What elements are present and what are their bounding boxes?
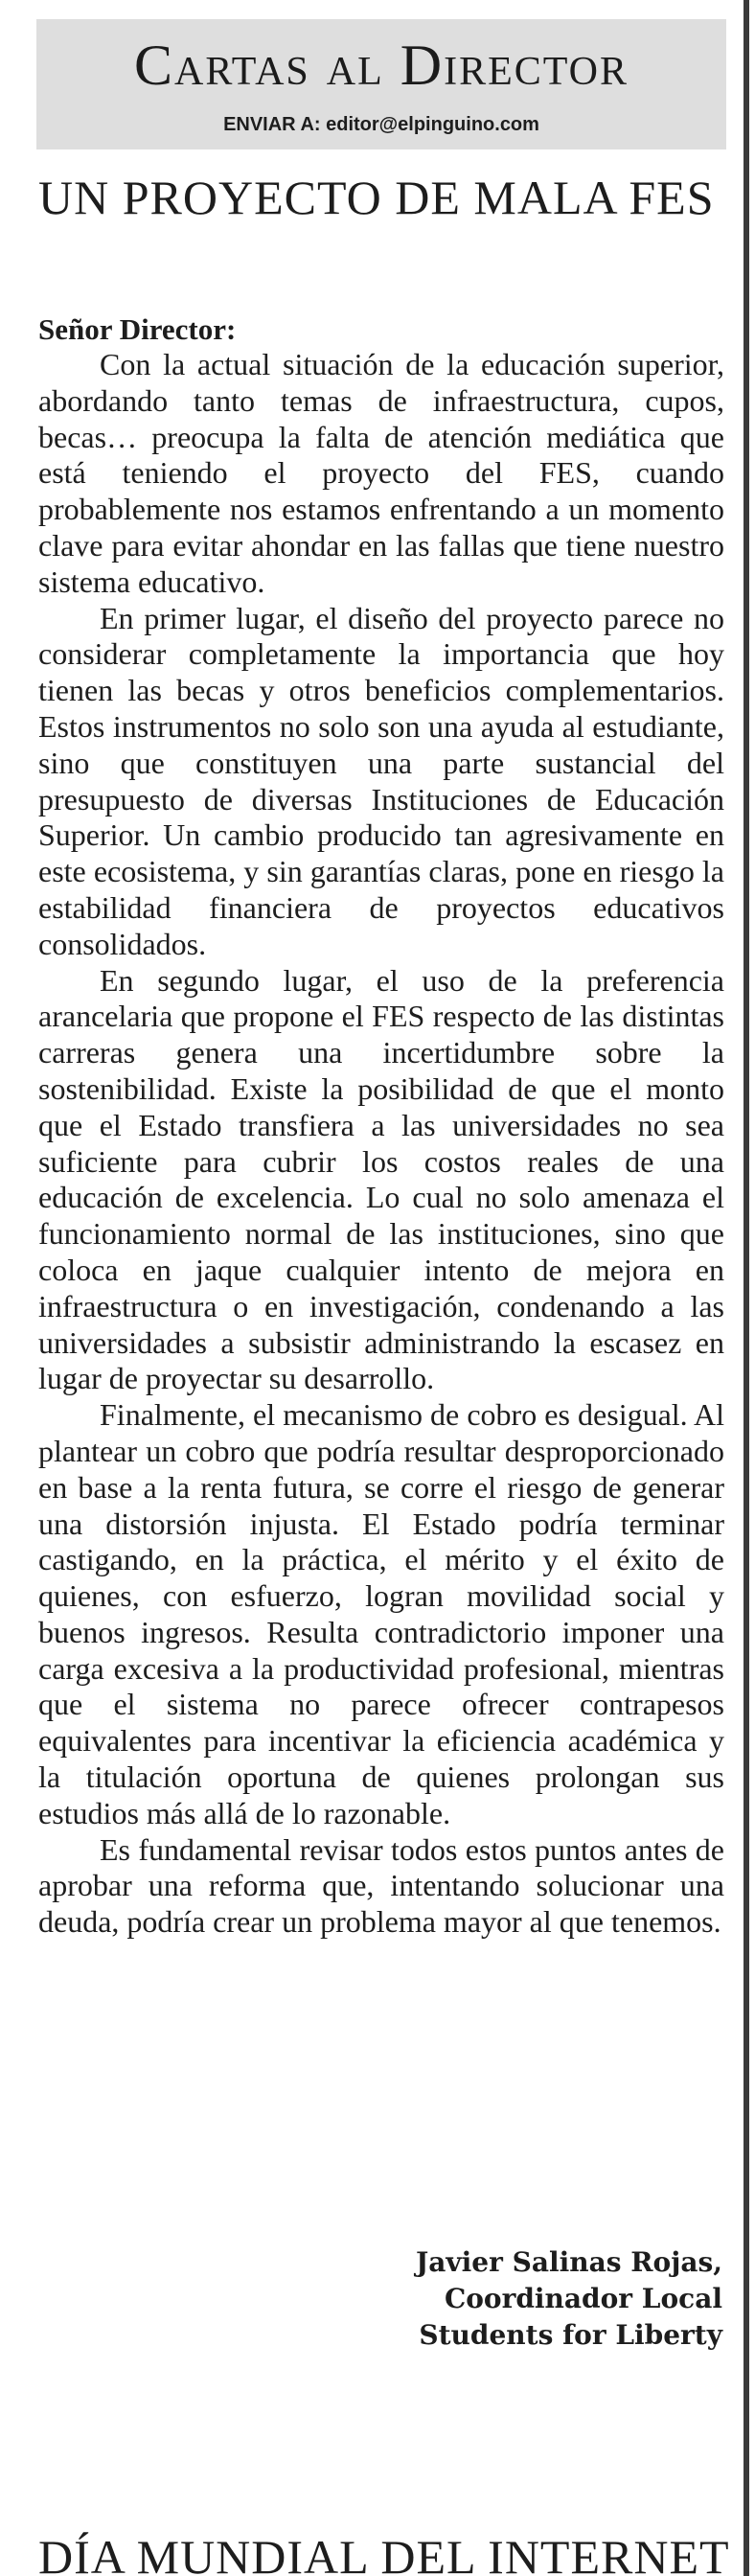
- letter-paragraph-5: Es fundamental revisar todos estos puntos antes de aprobar una reforma que, intentando solucionar una deuda, podría crear un problema mayor al que tenemos.: [38, 1831, 724, 1940]
- letter-body: [38, 347, 724, 1941]
- signature-organization: Students for Liberty: [419, 2319, 722, 2351]
- letter-paragraph-2: En primer lugar, el diseño del proyecto parece no considerar completamente la importancia que hoy tienen las becas y otros beneficios complementarios. Estos instrumentos no solo son una ayuda al estudiante, sino que constituyen una parte sustancial del presupuesto de diversas Instituciones de Educación Superior. Un cambio producido tan agresivamente en este ecosistema, y sin garantías claras, pone en riesgo la estabilidad financiera de proyectos educativos consolidados.: [38, 600, 724, 961]
- submission-email: ENVIAR A: editor@elpinguino.com: [223, 114, 539, 135]
- section-title: Cartas al Director: [133, 34, 629, 97]
- letter-paragraph-4: Finalmente, el mecanismo de cobro es desigual. Al plantear un cobro que podría resultar desproporcionado en base a la renta futura, se corre el riesgo de generar una distorsión injusta. El Estado podría terminar castigando, en la práctica, el mérito y el éxito de quienes, con esfuerzo, logran movilidad social y buenos ingresos. Resulta contradictorio imponer una carga excesiva a la productividad profesional, mientras que el sistema no parece ofrecer contrapesos equivalentes para incentivar la eficiencia académica y la titulación oportuna de quienes prolongan sus estudios más allá de lo razonable.: [38, 1397, 724, 1830]
- letter-salutation: Señor Director:: [38, 312, 237, 346]
- letter-paragraph-3: En segundo lugar, el uso de la preferencia arancelaria que propone el FES respecto de las distintas carreras genera una incertidumbre sobre la sostenibilidad. Existe la posibilidad de que el monto que el Estado transfiera a las universidades no sea suficiente para cubrir los costos reales de una educación de excelencia. Lo cual no solo amenaza el funcionamiento normal de las instituciones, sino que coloca en jaque cualquier intento de mejora en infraestructura o en investigación, condenando a las universidades a subsistir administrando la escasez en lugar de proyectar su desarrollo.: [38, 962, 724, 1396]
- letter-headline: UN PROYECTO DE MALA FES: [38, 171, 715, 224]
- letter-signature: [416, 2244, 722, 2354]
- signature-name: Javier Salinas Rojas,: [416, 2246, 722, 2278]
- letter-paragraph-1: Con la actual situación de la educación superior, abordando tanto temas de infraestructura, cupos, becas… preocupa la falta de atención mediática que está teniendo el proyecto del FES, cuando probablemente nos estamos enfrentando a un momento clave para evitar ahondar en las fallas que tiene nuestro sistema educativo.: [38, 347, 724, 599]
- column-divider-rule: [744, 0, 749, 2576]
- signature-role: Coordinador Local: [444, 2283, 722, 2314]
- next-letter-headline: DÍA MUNDIAL DEL INTERNET: [38, 2530, 730, 2576]
- section-header: [36, 19, 726, 150]
